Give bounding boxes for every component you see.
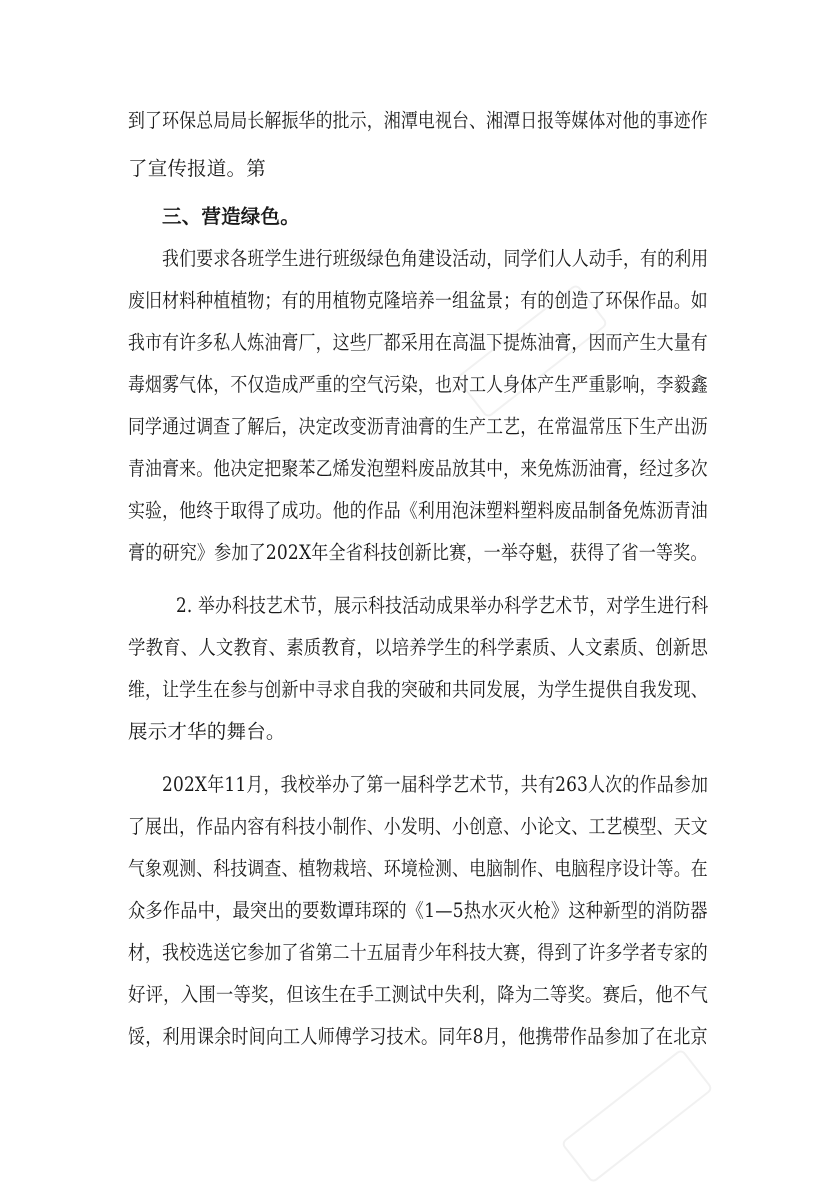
paragraph-line: 膏的研究》参加了202X年全省科技创新比赛，一举夺魁，获得了省一等奖。 xyxy=(128,541,708,564)
section-heading: 三、营造绿色。 xyxy=(162,205,300,228)
paragraph-line: 了宣传报道。第 xyxy=(128,157,266,180)
paragraph-line: 实验，他终于取得了成功。他的作品《利用泡沫塑料塑料废品制备免炼沥青油 xyxy=(128,499,708,522)
paragraph-line: 众多作品中，最突出的要数谭玮琛的《1—5热水灭火枪》这种新型的消防器 xyxy=(128,899,708,922)
paragraph-line: 维，让学生在参与创新中寻求自我的突破和共同发展，为学生提供自我发现、 xyxy=(128,678,708,701)
paragraph-line: 废旧材料种植植物；有的用植物克隆培养一组盆景；有的创造了环保作品。如 xyxy=(128,289,708,312)
paragraph-line: 展示才华的舞台。 xyxy=(128,720,286,743)
paragraph-line: 我市有许多私人炼油膏厂，这些厂都采用在高温下提炼油膏，因而产生大量有 xyxy=(128,331,708,354)
watermark xyxy=(560,1048,713,1184)
paragraph-line: 气象观测、科技调查、植物栽培、环境检测、电脑制作、电脑程序设计等。在 xyxy=(128,857,708,880)
paragraph-line: 202X年11月，我校举办了第一届科学艺术节，共有263人次的作品参加 xyxy=(162,773,709,796)
paragraph-line: 到了环保总局局长解振华的批示，湘潭电视台、湘潭日报等媒体对他的事迹作 xyxy=(128,109,708,132)
paragraph-line: 青油膏来。他决定把聚苯乙烯发泡塑料废品放其中，来免炼沥油膏，经过多次 xyxy=(128,457,708,480)
paragraph-line: 毒烟雾气体，不仅造成严重的空气污染，也对工人身体产生严重影响，李毅鑫 xyxy=(128,373,708,396)
paragraph-line: 我们要求各班学生进行班级绿色角建设活动，同学们人人动手，有的利用 xyxy=(162,247,709,270)
paragraph-line: 同学通过调查了解后，决定改变沥青油膏的生产工艺，在常温常压下生产出沥 xyxy=(128,415,708,438)
paragraph-line: 2. 举办科技艺术节，展示科技活动成果举办科学艺术节，对学生进行科 xyxy=(176,594,709,617)
paragraph-line: 材，我校选送它参加了省第二十五届青少年科技大赛，得到了许多学者专家的 xyxy=(128,941,708,964)
paragraph-line: 了展出，作品内容有科技小制作、小发明、小创意、小论文、工艺模型、天文 xyxy=(128,815,708,838)
paragraph-line: 馁，利用课余时间向工人师傅学习技术。同年8月，他携带作品参加了在北京 xyxy=(128,1025,708,1048)
paragraph-line: 好评，入围一等奖，但该生在手工测试中失利，降为二等奖。赛后，他不气 xyxy=(128,983,709,1006)
paragraph-line: 学教育、人文教育、素质教育，以培养学生的科学素质、人文素质、创新思 xyxy=(128,636,709,659)
